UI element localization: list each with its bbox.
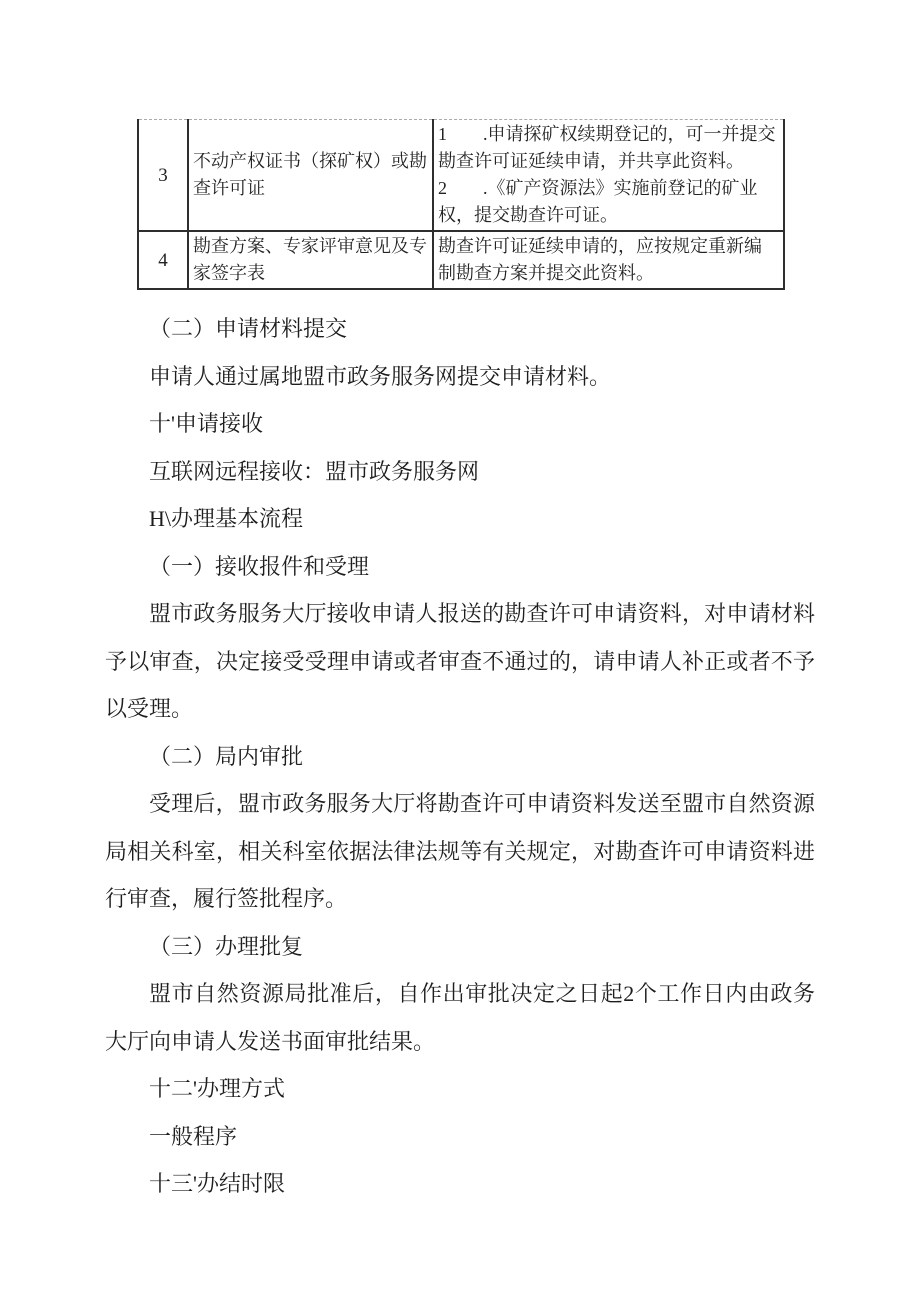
heading-internal-approval: （二）局内审批 [149,743,304,769]
material-name-cell: 勘查方案、专家评审意见及专家签字表 [188,231,433,289]
para-internal-approval: 受理后，盟市政务服务大厅将勘查许可申请资料发送至盟市自然资源局相关科室，相关科室依据法律法规等有关规定，对勘查许可申请资料进行审查，履行签批程序。 [105,791,815,911]
heading-application-receiving: 十'申请接收 [149,411,263,436]
para-internet-remote-receiving: 互联网远程接收：盟市政务服务网 [149,458,480,484]
heading-completion-time-limit: 十三'办结时限 [149,1171,285,1196]
requirement-item: 2 .《矿产资源法》实施前登记的矿业权，提交勘查许可证。 [438,178,758,225]
row-number-cell: 3 [138,120,188,232]
table-row [138,231,784,289]
application-materials-table [137,119,785,290]
para-receive-and-accept: 盟市政务服务大厅接收申请人报送的勘查许可申请资料，对申请材料予以审查，决定接受受理申请或者审查不通过的，请申请人补正或者不予以受理。 [105,601,815,721]
heading-receive-and-accept: （一）接收报件和受理 [149,553,370,579]
row-number-cell: 4 [138,231,188,289]
heading-basic-process: H\办理基本流程 [149,506,304,531]
requirement-item: 勘查许可证延续申请的，应按规定重新编制勘查方案并提交此资料。 [438,236,762,283]
material-name-cell: 不动产权证书（探矿权）或勘查许可证 [188,120,433,232]
para-general-procedure: 一般程序 [149,1123,238,1149]
table-row [138,120,784,232]
document-body [105,305,815,1208]
requirement-cell [433,231,784,289]
requirement-cell [433,120,784,232]
heading-approval-reply: （三）办理批复 [149,933,304,959]
para-approval-reply: 盟市自然资源局批准后，自作出审批决定之日起2个工作日内由政务大厅向申请人发送书面审批结果。 [105,981,815,1054]
heading-application-material-submission: （二）申请材料提交 [149,316,348,341]
para-application-submission: 申请人通过属地盟市政务服务网提交申请材料。 [149,363,612,389]
heading-handling-method: 十二'办理方式 [149,1076,285,1101]
requirement-item: 1 .申请探矿权续期登记的，可一并提交勘查许可证延续申请，并共享此资料。 [438,124,776,171]
